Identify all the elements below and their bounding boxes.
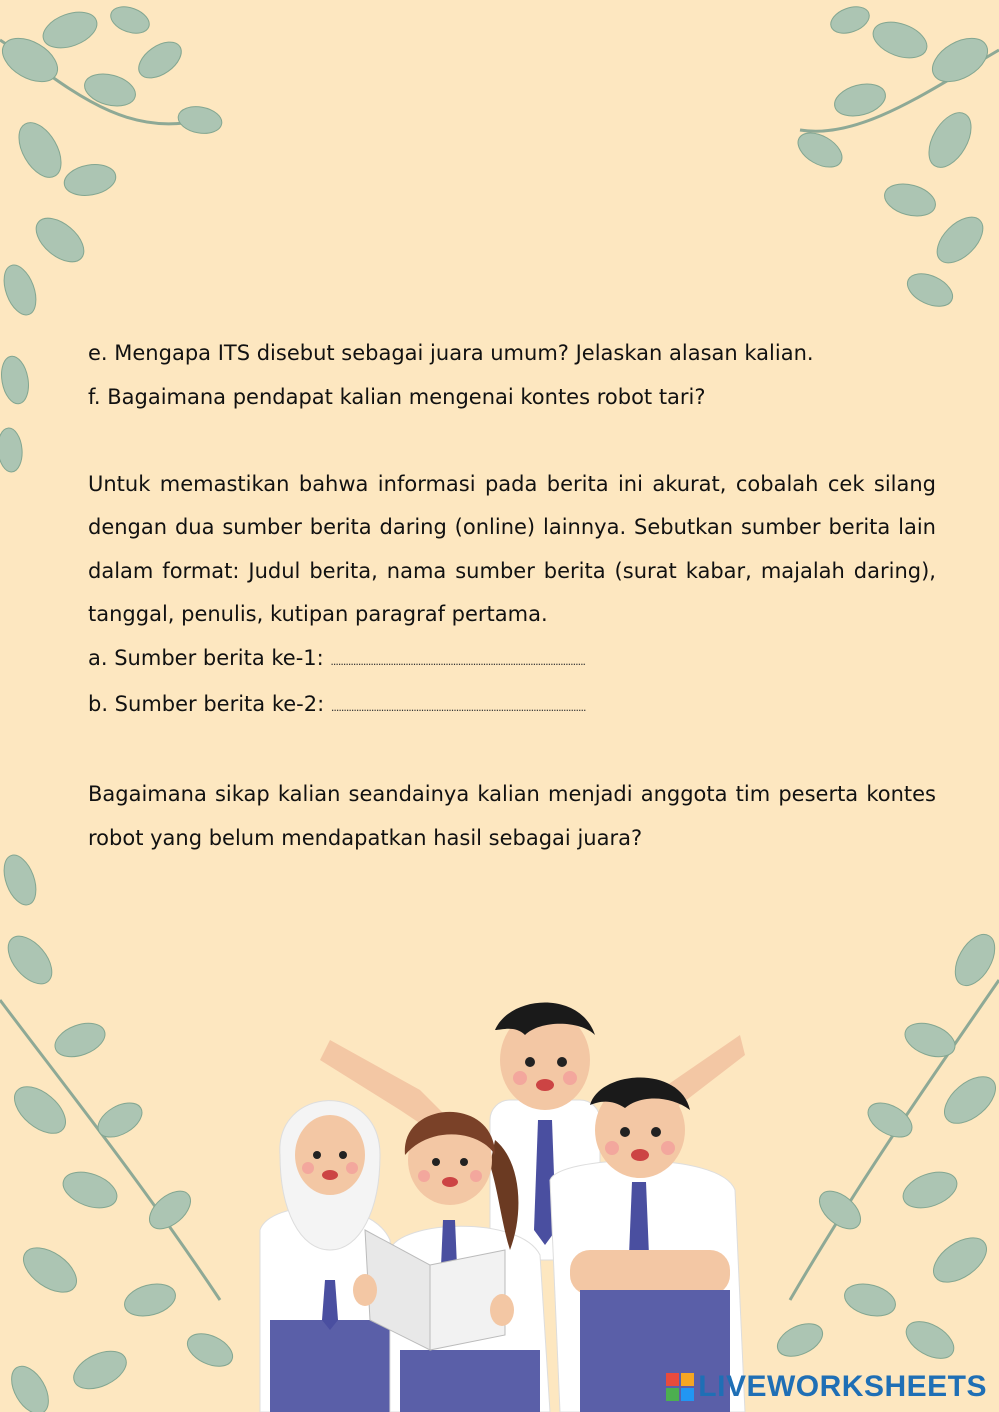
liveworksheets-logo-icon bbox=[666, 1373, 694, 1401]
source-2-row bbox=[88, 683, 936, 730]
source-2-label: b. Sumber berita ke-2: bbox=[88, 692, 325, 716]
source-1-label: a. Sumber berita ke-1: bbox=[88, 645, 324, 670]
spacer bbox=[88, 730, 936, 774]
worksheet-content bbox=[88, 332, 936, 860]
spacer bbox=[88, 419, 936, 463]
cross-check-instruction: Untuk memastikan bahwa informasi pada berita ini akurat, cobalah cek silang dengan dua sumber berita daring (online) lainnya. Sebutkan sumber berita lain dalam format: Judul berita, nama sumber berita (surat kabar, majalah daring), tanggal, penulis, kutipan paragraf pertama. bbox=[88, 471, 936, 626]
source-1-answer-blank[interactable]: ...................................................................................................... bbox=[330, 654, 586, 668]
source-2-answer-blank[interactable]: ...................................................................................................... bbox=[330, 701, 586, 714]
question-f: f. Bagaimana pendapat kalian mengenai kontes robot tari? bbox=[88, 384, 706, 409]
liveworksheets-brand bbox=[666, 1370, 987, 1404]
students-illustration bbox=[240, 990, 760, 1412]
liveworksheets-wordmark: LIVEWORKSHEETS bbox=[698, 1370, 987, 1403]
source-1-row bbox=[88, 637, 936, 684]
question-e: e. Mengapa ITS disebut sebagai juara umum? Jelaskan alasan kalian. bbox=[88, 341, 814, 365]
reflection-question: Bagaimana sikap kalian seandainya kalian menjadi anggota tim peserta kontes robot yang belum mendapatkan hasil sebagai juara? bbox=[88, 782, 936, 850]
